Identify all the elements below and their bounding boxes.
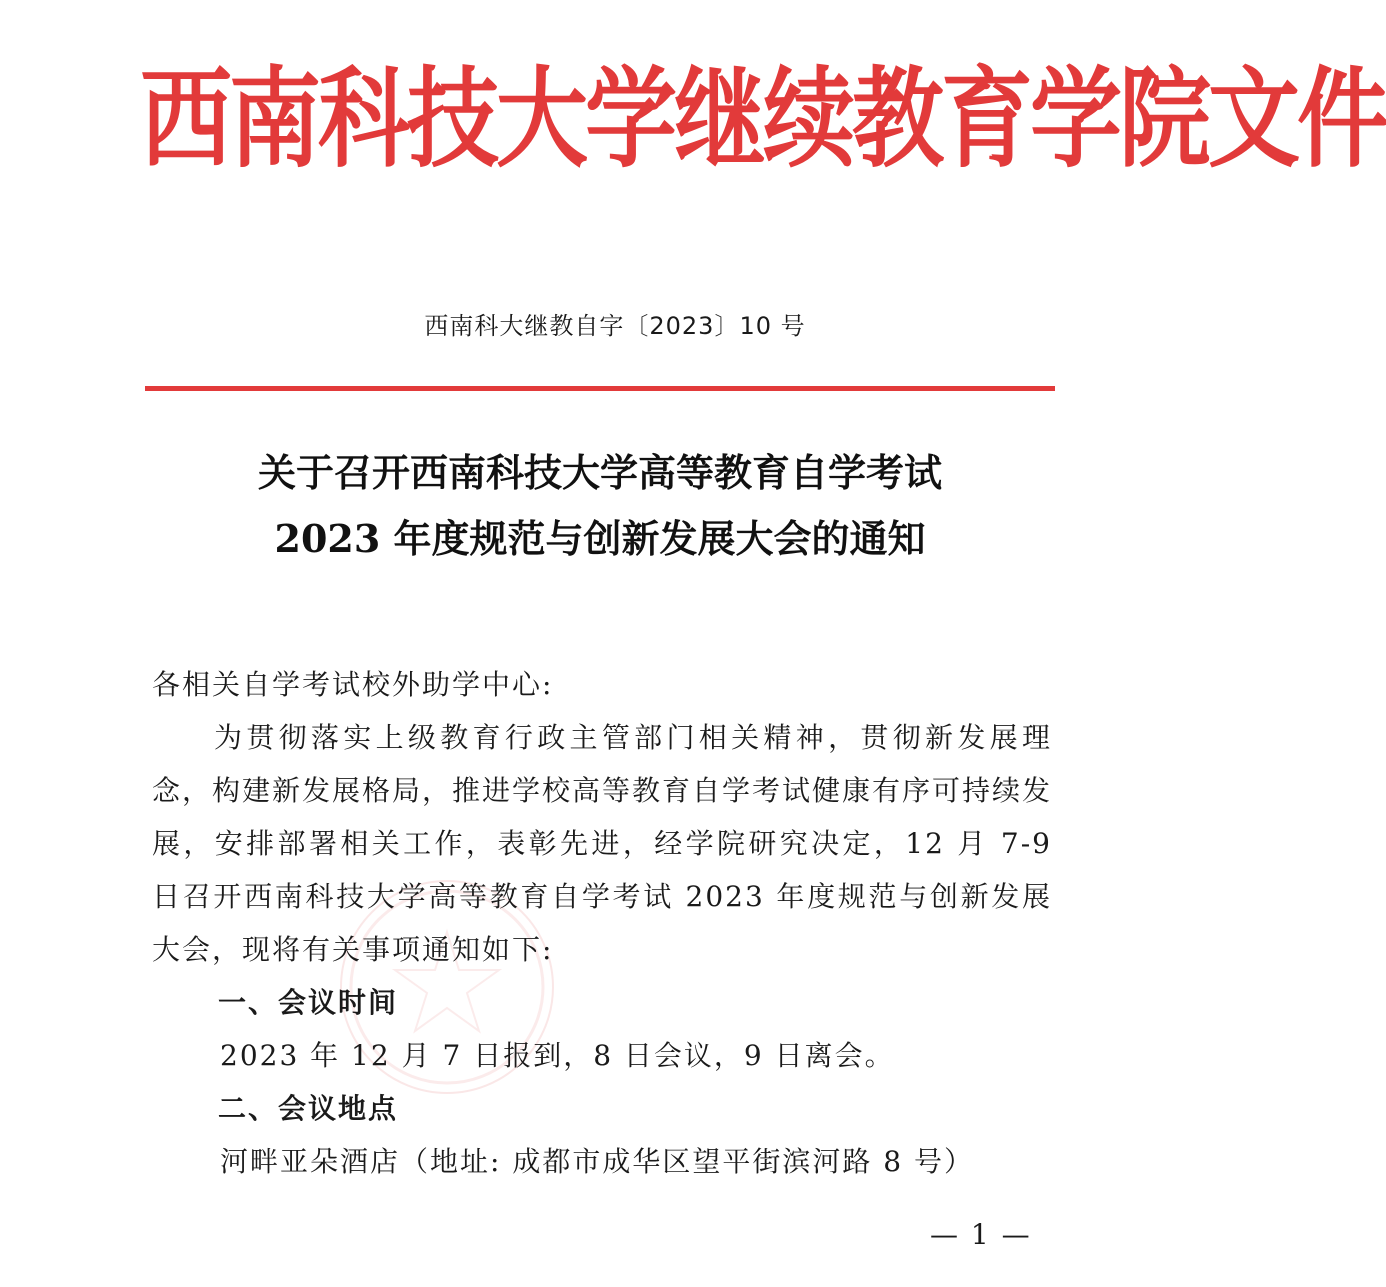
section-heading-time: 一、会议时间 bbox=[218, 986, 399, 1019]
masthead-title: 西南科技大学继续教育学院文件 bbox=[140, 54, 1386, 183]
section-text-time: 2023 年 12 月 7 日报到，8 日会议，9 日离会。 bbox=[220, 1039, 895, 1072]
document-number: 西南科大继教自字〔2023〕10 号 bbox=[424, 312, 806, 340]
salutation: 各相关自学考试校外助学中心: bbox=[152, 668, 554, 701]
section-text-location: 河畔亚朵酒店（地址: 成都市成华区望平街滨河路 8 号） bbox=[220, 1145, 974, 1178]
red-divider-line bbox=[145, 386, 1055, 391]
section-heading-location: 二、会议地点 bbox=[218, 1092, 399, 1125]
title-line-1: 关于召开西南科技大学高等教育自学考试 bbox=[257, 450, 942, 495]
notice-body bbox=[152, 658, 1052, 1188]
title-line-2: 2023 年度规范与创新发展大会的通知 bbox=[274, 516, 926, 561]
page-number: — 1 — bbox=[930, 1218, 1032, 1251]
notice-title bbox=[0, 440, 1200, 572]
intro-paragraph: 为贯彻落实上级教育行政主管部门相关精神，贯彻新发展理念，构建新发展格局，推进学校高等教育自学考试健康有序可持续发展，安排部署相关工作，表彰先进，经学院研究决定，12 月 7-9 日召开西南科技大学高等教育自学考试 2023 年度规范与创新发展大会，现将有关事项通知如下: bbox=[152, 721, 1053, 966]
